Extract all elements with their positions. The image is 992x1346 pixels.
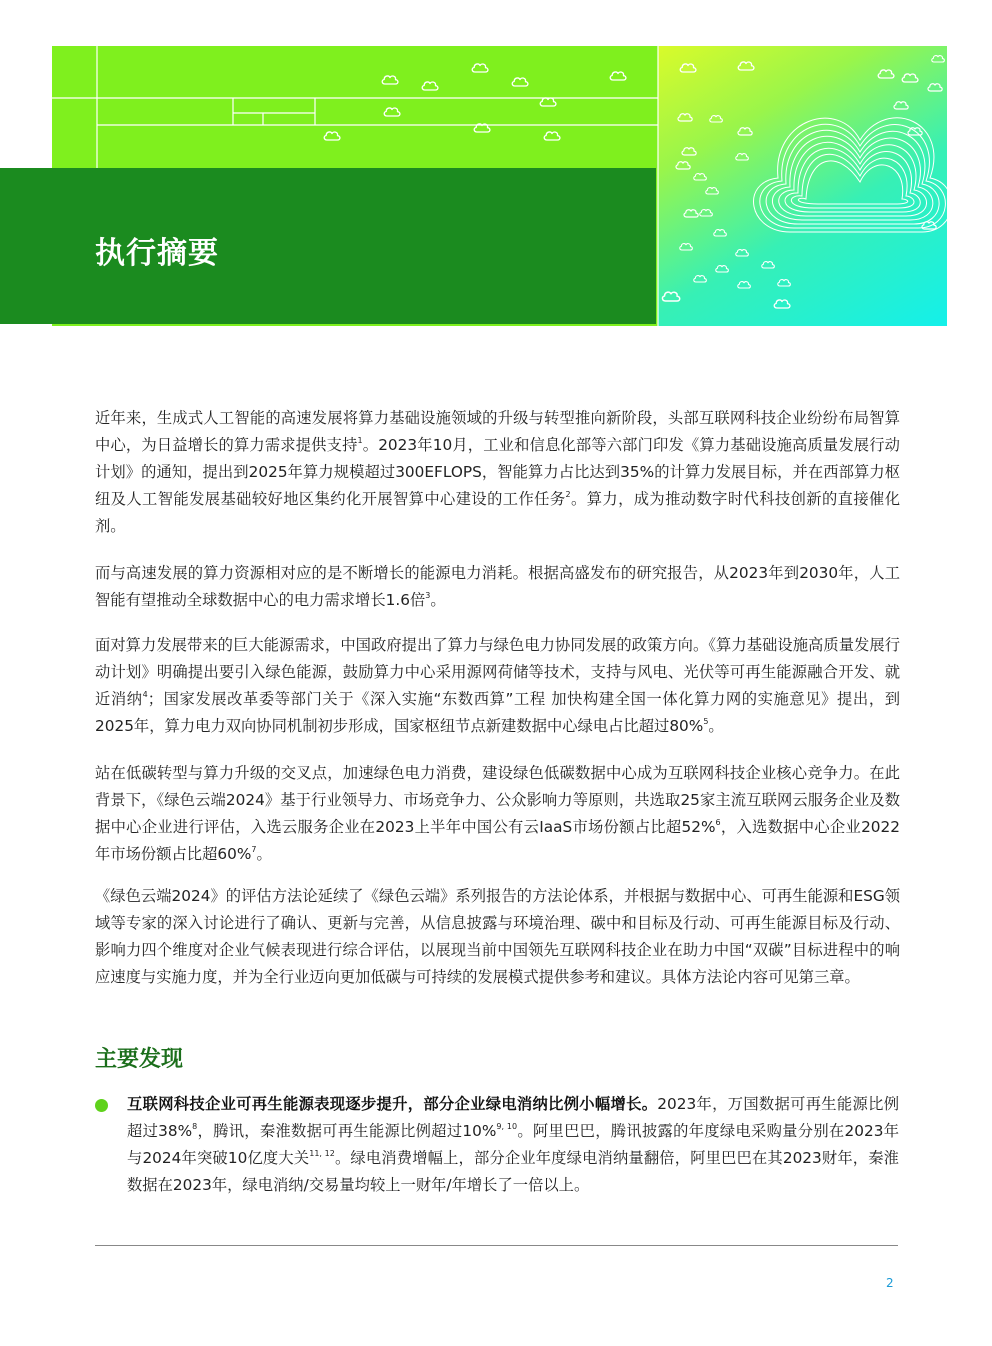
paragraph-intro bbox=[95, 405, 900, 540]
text-run: ；国家发展改革委等部门关于《深入实施“东数西算”工程 加快构建全国一体化算力网的实施意见》提出，到2025年，算力电力双向协同机制初步形成，国家枢纽节点新建数据中心绿电占比超过80% bbox=[95, 690, 900, 735]
cloud-icon bbox=[714, 230, 727, 236]
cloud-icon bbox=[682, 148, 696, 155]
page-number: 2 bbox=[886, 1276, 894, 1290]
cloud-icon bbox=[474, 124, 490, 132]
text-run: 。2023年10月，工业和信息化部等六部门印发《算力基础设施高质量发展行动计划》的通知，提出到2025年算力规模超过300EFLOPS，智能算力占比达到35%的计算力发展目标，并在西部算力枢纽及人工智能发展基础较好地区集约化开展智算中心建设的工作任务 bbox=[95, 436, 900, 508]
cloud-icon bbox=[678, 114, 692, 121]
cloud-icon bbox=[736, 250, 749, 256]
cloud-icon bbox=[878, 70, 894, 78]
text-run: 。 bbox=[708, 717, 724, 735]
text-run: ，入选数据中心企业2022年市场份额占比超60% bbox=[95, 818, 900, 863]
text-run: 面对算力发展带来的巨大能源需求，中国政府提出了算力与绿色电力协同发展的政策方向。《算力基础设施高质量发展行动计划》明确提出要引入绿色能源，鼓励算力中心采用源网荷储等技术，支持与风电、光伏等可再生能源融合开发、就近消纳 bbox=[95, 636, 900, 708]
section-heading-key-findings: 主要发现 bbox=[95, 1047, 184, 1072]
cloud-icon bbox=[774, 300, 790, 308]
cloud-icon bbox=[738, 128, 752, 135]
cloud-icon bbox=[544, 132, 560, 140]
text-run: 2023年，万国数据可再生能源比例超过38% bbox=[127, 1095, 899, 1140]
footnote-ref: 6 bbox=[715, 818, 721, 827]
text-run: 近年来，生成式人工智能的高速发展将算力基础设施领域的升级与转型推向新阶段，头部互联网科技企业纷纷布局智算中心，为日益增长的算力需求提供支持 bbox=[95, 409, 900, 454]
cloud-icon bbox=[422, 82, 438, 90]
page-title: 执行摘要 bbox=[95, 236, 219, 271]
cloud-icon bbox=[738, 282, 751, 288]
cloud-icon bbox=[324, 132, 340, 140]
text-run: 。算力，成为推动数字时代科技创新的直接催化剂。 bbox=[95, 490, 900, 535]
text-run: 《绿色云端2024》的评估方法论延续了《绿色云端》系列报告的方法论体系，并根据与数据中心、可再生能源和ESG领域等专家的深入讨论进行了确认、更新与完善，从信息披露与环境治理、碳中和目标及行动、可再生能源目标及行动、影响力四个维度对企业气候表现进行综合评估，以展现当前中国领先互联网科技企业在助力中国“双碳”目标进程中的响应速度与实施力度，并为全行业迈向更加低碳与可持续的发展模式提供参考和建议。具体方法论内容可见第三章。 bbox=[95, 887, 900, 986]
paragraph-methodology bbox=[95, 883, 900, 991]
cloud-icon bbox=[662, 292, 679, 301]
cloud-icon bbox=[684, 210, 698, 217]
footnote-ref: 1 bbox=[357, 436, 363, 445]
cloud-icon bbox=[680, 64, 696, 72]
text-run: 而与高速发展的算力资源相对应的是不断增长的能源电力消耗。根据高盛发布的研究报告，从2023年到2030年，人工智能有望推动全球数据中心的电力需求增长1.6倍 bbox=[95, 564, 900, 609]
cloud-icon bbox=[778, 280, 791, 286]
cloud-icon bbox=[932, 56, 945, 62]
finding-text bbox=[127, 1091, 899, 1199]
header-banner bbox=[0, 0, 992, 330]
cloud-icon bbox=[382, 76, 398, 84]
cloud-icon bbox=[472, 64, 488, 72]
text-run: 。 bbox=[256, 845, 272, 863]
cloud-icon bbox=[700, 210, 713, 216]
banner-small-clouds bbox=[324, 64, 626, 140]
footnote-ref: 2 bbox=[565, 490, 571, 499]
bold-lead: 互联网科技企业可再生能源表现逐步提升，部分企业绿电消纳比例小幅增长。 bbox=[127, 1095, 658, 1113]
cloud-icon bbox=[762, 262, 775, 268]
footnote-ref: 5 bbox=[703, 717, 709, 726]
text-run: 。绿电消费增幅上，部分企业年度绿电消纳量翻倍，阿里巴巴在其2023财年，秦淮数据在2023年，绿电消纳/交易量均较上一财年/年增长了一倍以上。 bbox=[127, 1149, 899, 1194]
paragraph-energy-demand bbox=[95, 560, 900, 614]
cloud-icon bbox=[694, 276, 707, 282]
text-run: 。 bbox=[430, 591, 446, 609]
cloud-icon bbox=[512, 78, 528, 86]
paragraph-assessment-scope bbox=[95, 760, 900, 868]
cloud-icon bbox=[716, 266, 729, 272]
cloud-icon bbox=[710, 116, 723, 122]
text-run: ，腾讯，秦淮数据可再生能源比例超过10% bbox=[197, 1122, 497, 1140]
footnote-ref: 3 bbox=[425, 591, 431, 600]
cloud-icon bbox=[676, 162, 690, 169]
footer-divider bbox=[95, 1245, 898, 1246]
footnote-ref: 11, 12 bbox=[309, 1149, 335, 1158]
cloud-icon bbox=[902, 74, 918, 82]
cloud-icon bbox=[928, 84, 942, 91]
footnote-ref: 8 bbox=[192, 1122, 198, 1131]
cloud-icon bbox=[384, 108, 400, 116]
footnote-ref: 9, 10 bbox=[496, 1122, 518, 1131]
footnote-ref: 4 bbox=[142, 690, 148, 699]
cloud-icon bbox=[540, 98, 556, 106]
bullet-dot-icon bbox=[95, 1099, 108, 1112]
cloud-icon bbox=[610, 72, 626, 80]
cloud-icon bbox=[894, 102, 908, 109]
footnote-ref: 7 bbox=[251, 845, 257, 854]
cloud-icon bbox=[736, 154, 749, 160]
cloud-icon bbox=[738, 62, 754, 70]
text-run: 。阿里巴巴，腾讯披露的年度绿电采购量分别在2023年与2024年突破10亿度大关 bbox=[127, 1122, 900, 1167]
cloud-icon bbox=[680, 244, 693, 250]
text-run: 站在低碳转型与算力升级的交叉点，加速绿色电力消费，建设绿色低碳数据中心成为互联网科技企业核心竞争力。在此背景下，《绿色云端2024》基于行业领导力、市场竞争力、公众影响力等原则，共选取25家主流互联网云服务企业及数据中心企业进行评估，入选云服务企业在2023上半年中国公有云IaaS市场份额占比超52% bbox=[95, 764, 900, 836]
paragraph-policy bbox=[95, 632, 900, 740]
cloud-icon bbox=[694, 174, 707, 180]
cloud-icon bbox=[706, 188, 719, 194]
